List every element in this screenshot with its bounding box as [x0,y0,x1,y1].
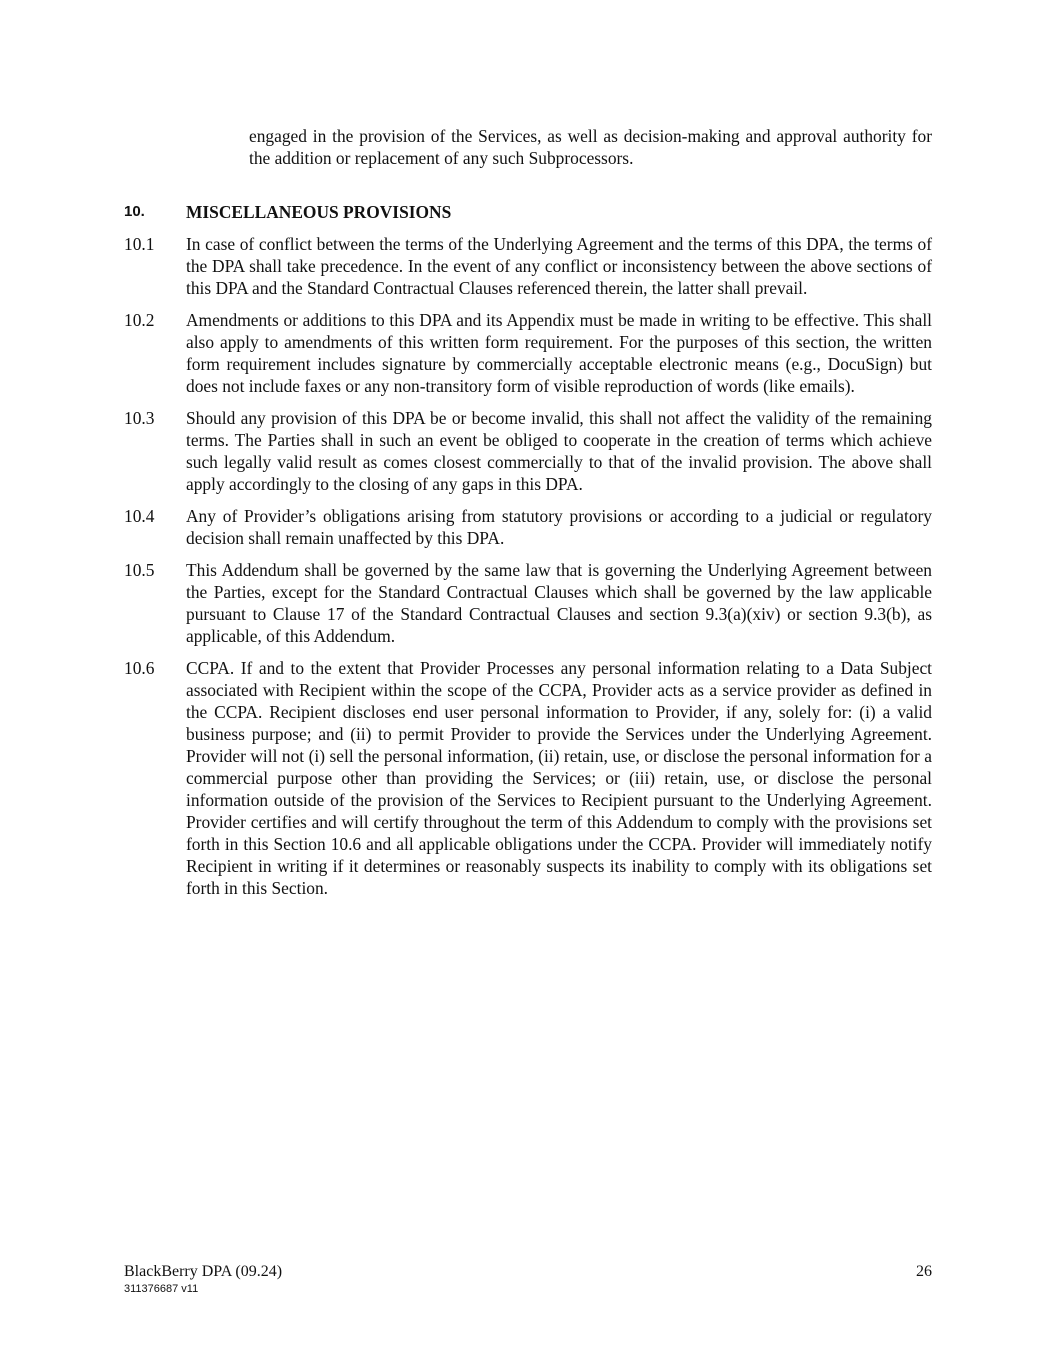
continuation-paragraph: engaged in the provision of the Services, as well as decision-making and approval authority for the addition or replacement of any such Subprocessors. [249,126,932,168]
clause-number: 10.3 [124,408,155,428]
page-number: 26 [916,1263,932,1280]
clause-10-1 [124,233,932,299]
footer-doc-name: BlackBerry DPA (09.24) [124,1263,283,1280]
clause-text: Should any provision of this DPA be or become invalid, this shall not affect the validity of the remaining terms. The Parties shall in such an event be obliged to cooperate in the creation of terms which achieve such legally valid result as comes closest commercially to that of the invalid provision. The above shall apply accordingly to the closing of any gaps in this DPA. [186,408,932,494]
clause-number: 10.6 [124,658,155,678]
footer-document-info [124,1262,282,1296]
clause-10-4 [124,505,932,549]
clause-10-2 [124,309,932,397]
clause-text: CCPA. If and to the extent that Provider Processes any personal information relating to a Data Subject associated with Recipient within the scope of the CCPA, Provider acts as a service provider as defined in the CCPA. Recipient discloses end user personal information to Provider, if any, solely for: (i) a valid business purpose; and (ii) to permit Provider to provide the Services under the Underlying Agreement. Provider will not (i) sell the personal information, (ii) retain, use, or disclose the personal information for a commercial purpose other than providing the Services; or (iii) retain, use, or disclose the personal information outside of the provision of the Services to Recipient pursuant to the Underlying Agreement. Provider certifies and will certify throughout the term of this Addendum to comply with the provisions set forth in this Section 10.6 and all applicable obligations under the CCPA. Provider will immediately notify Recipient in writing if it determines or reasonably suspects its inability to comply with its obligations set forth in this Section. [186,658,932,898]
clause-number: 10.4 [124,506,155,526]
section-number: 10. [124,203,145,220]
clause-text: In case of conflict between the terms of the Underlying Agreement and the terms of this DPA, the terms of the DPA shall take precedence. In the event of any conflict or inconsistency between the above sections of this DPA and the Standard Contractual Clauses referenced therein, the latter shall prevail. [186,234,932,298]
clause-10-6 [124,657,932,899]
clause-number: 10.5 [124,560,155,580]
clause-number: 10.2 [124,310,155,330]
clause-10-3 [124,407,932,495]
section-title: MISCELLANEOUS PROVISIONS [186,202,452,222]
clause-text: Amendments or additions to this DPA and its Appendix must be made in writing to be effective. This shall also apply to amendments of this written form requirement. For the purposes of this section, the written form requirement includes signature by commercially acceptable electronic means (e.g., DocuSign) but does not include faxes or any non-transitory form of visible reproduction of words (like emails). [186,310,932,396]
footer-doc-id: 311376687 v11 [124,1283,199,1295]
clause-text: Any of Provider’s obligations arising from statutory provisions or according to a judicial or regulatory decision shall remain unaffected by this DPA. [186,506,932,548]
clause-10-5 [124,559,932,647]
clause-list [124,233,932,909]
clause-number: 10.1 [124,234,155,254]
clause-text: This Addendum shall be governed by the same law that is governing the Underlying Agreement between the Parties, except for the Standard Contractual Clauses which shall be governed by the law applicable pursuant to Clause 17 of the Standard Contractual Clauses and section 9.3(a)(xiv) or section 9.3(b), as applicable, of this Addendum. [186,560,932,646]
